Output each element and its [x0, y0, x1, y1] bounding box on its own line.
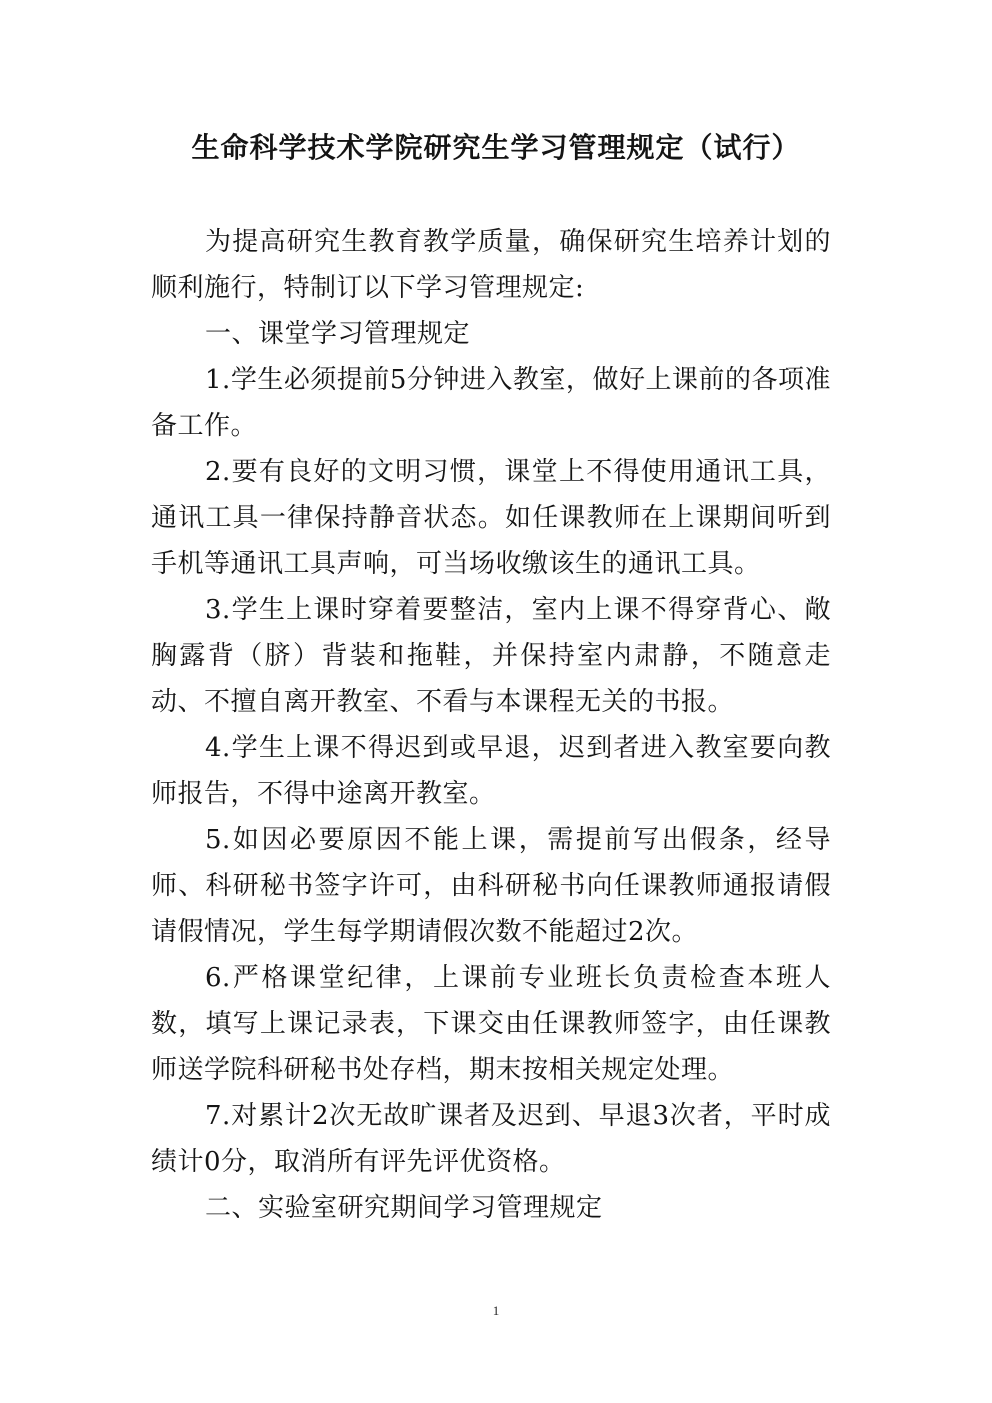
document-body: [151, 219, 831, 1231]
document-title: 生命科学技术学院研究生学习管理规定（试行）: [191, 131, 801, 164]
paragraph-intro: 为提高研究生教育教学质量，确保研究生培养计划的顺利施行，特制订以下学习管理规定:: [151, 227, 831, 303]
rule-item-7: 7.对累计2次无故旷课者及迟到、早退3次者，平时成绩计0分，取消所有评先评优资格。: [151, 1101, 831, 1177]
section-heading-2: 二、实验室研究期间学习管理规定: [205, 1193, 603, 1223]
rule-item-3: 3.学生上课时穿着要整洁，室内上课不得穿背心、敞胸露背（脐）背装和拖鞋，并保持室内肃静，不随意走动、不擅自离开教室、不看与本课程无关的书报。: [151, 595, 831, 717]
rule-item-5: 5.如因必要原因不能上课，需提前写出假条，经导师、科研秘书签字许可，由科研秘书向任课教师通报请假请假情况，学生每学期请假次数不能超过2次。: [151, 825, 831, 947]
rule-item-4: 4.学生上课不得迟到或早退，迟到者进入教室要向教师报告，不得中途离开教室。: [151, 733, 831, 809]
rule-item-6: 6.严格课堂纪律，上课前专业班长负责检查本班人数，填写上课记录表，下课交由任课教师签字，由任课教师送学院科研秘书处存档，期末按相关规定处理。: [151, 963, 831, 1085]
rule-item-2: 2.要有良好的文明习惯，课堂上不得使用通讯工具，通讯工具一律保持静音状态。如任课教师在上课期间听到手机等通讯工具声响，可当场收缴该生的通讯工具。: [151, 457, 831, 579]
page-number: 1: [492, 1303, 500, 1318]
rule-item-1: 1.学生必须提前5分钟进入教室，做好上课前的各项准备工作。: [151, 365, 831, 441]
section-heading-1: 一、课堂学习管理规定: [205, 319, 471, 349]
